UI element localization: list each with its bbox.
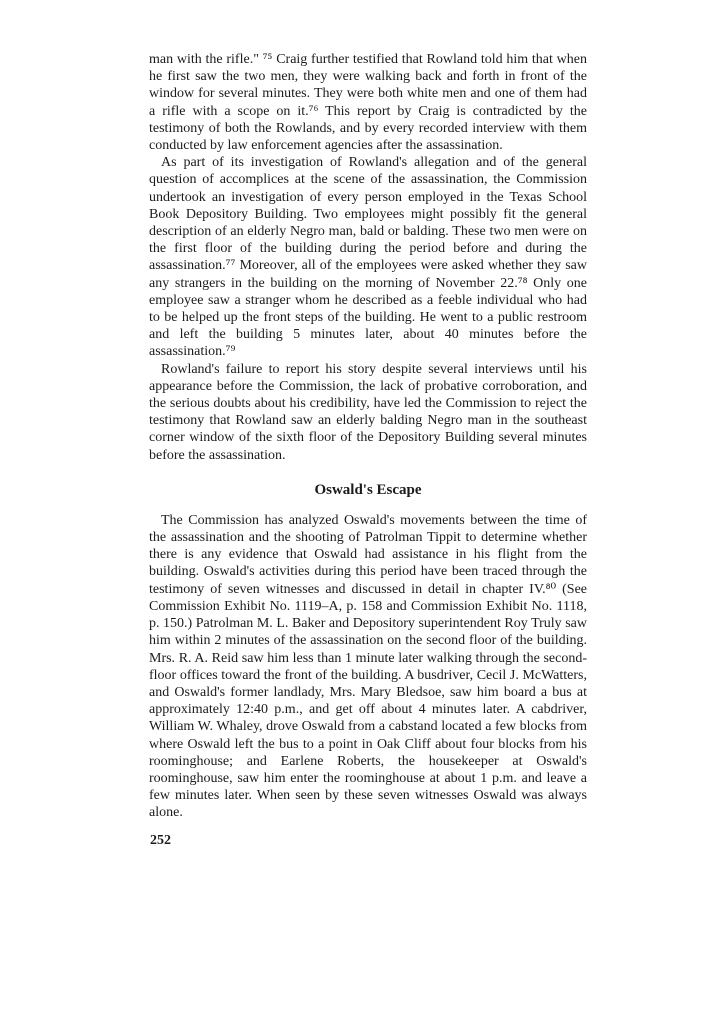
paragraph-craig-testimony: man with the rifle." ⁷⁵ Craig further testified that Rowland told him that when he first saw the two men, they were walking back and forth in front of the window for several minutes. They were both white men and one of them had a rifle with a scope on it.⁷⁶ This report by Craig is contradicted by the testimony of both the Rowlands, and by every recorded interview with them conducted by law enforcement agencies after the assassination. <box>149 52 587 154</box>
document-page <box>149 51 587 822</box>
section-heading-oswalds-escape: Oswald's Escape <box>314 481 422 498</box>
paragraph-commission-investigation: As part of its investigation of Rowland's allegation and of the general question of accomplices at the scene of the assassination, the Commission undertook an investigation of every person employed in the Texas School Book Depository Building. Two employees might possibly fit the general description of an elderly Negro man, bald or balding. These two men were on the first floor of the building during the period before and during the assassination.⁷⁷ Moreover, all of the employees were asked whether they saw any strangers in the building on the morning of November 22.⁷⁸ Only one employee saw a stranger whom he described as a feeble individual who had to be helped up the front steps of the building. He went to a public restroom and left the building 5 minutes later, about 40 minutes before the assassination.⁷⁹ <box>149 155 587 360</box>
section-rowland-testimony <box>149 51 587 464</box>
section-oswalds-escape <box>149 512 587 822</box>
paragraph-rowland-conclusion: Rowland's failure to report his story despite several interviews until his appearance before the Commission, the lack of probative corroboration, and the serious doubts about his credibility, have led the Commission to reject the testimony that Rowland saw an elderly balding Negro man in the southeast corner window of the sixth floor of the Depository Building several minutes before the assassination. <box>149 361 587 463</box>
page-number: 252 <box>150 833 171 848</box>
paragraph-oswald-movements: The Commission has analyzed Oswald's movements between the time of the assassination and the shooting of Patrolman Tippit to determine whether there is any evidence that Oswald had assistance in his flight from the building. Oswald's activities during this period have been traced through the testimony of seven witnesses and discussed in detail in chapter IV.⁸⁰ (See Commission Exhibit No. 1119–A, p. 158 and Commission Exhibit No. 1118, p. 150.) Patrolman M. L. Baker and Depository superintendent Roy Truly saw him within 2 minutes of the assassination on the second floor of the building. Mrs. R. A. Reid saw him less than 1 minute later walking through the second-floor offices toward the front of the building. A busdriver, Cecil J. McWatters, and Oswald's former landlady, Mrs. Mary Bledsoe, saw him board a bus at approximately 12:40 p.m., and get off about 4 minutes later. A cabdriver, William W. Whaley, drove Oswald from a cabstand located a few blocks from where Oswald left the bus to a point in Oak Cliff about four blocks from his roominghouse; and Earlene Roberts, the housekeeper at Oswald's roominghouse, saw him enter the roominghouse at about 1 p.m. and leave a few minutes later. When seen by these seven witnesses Oswald was always alone. <box>149 512 587 821</box>
